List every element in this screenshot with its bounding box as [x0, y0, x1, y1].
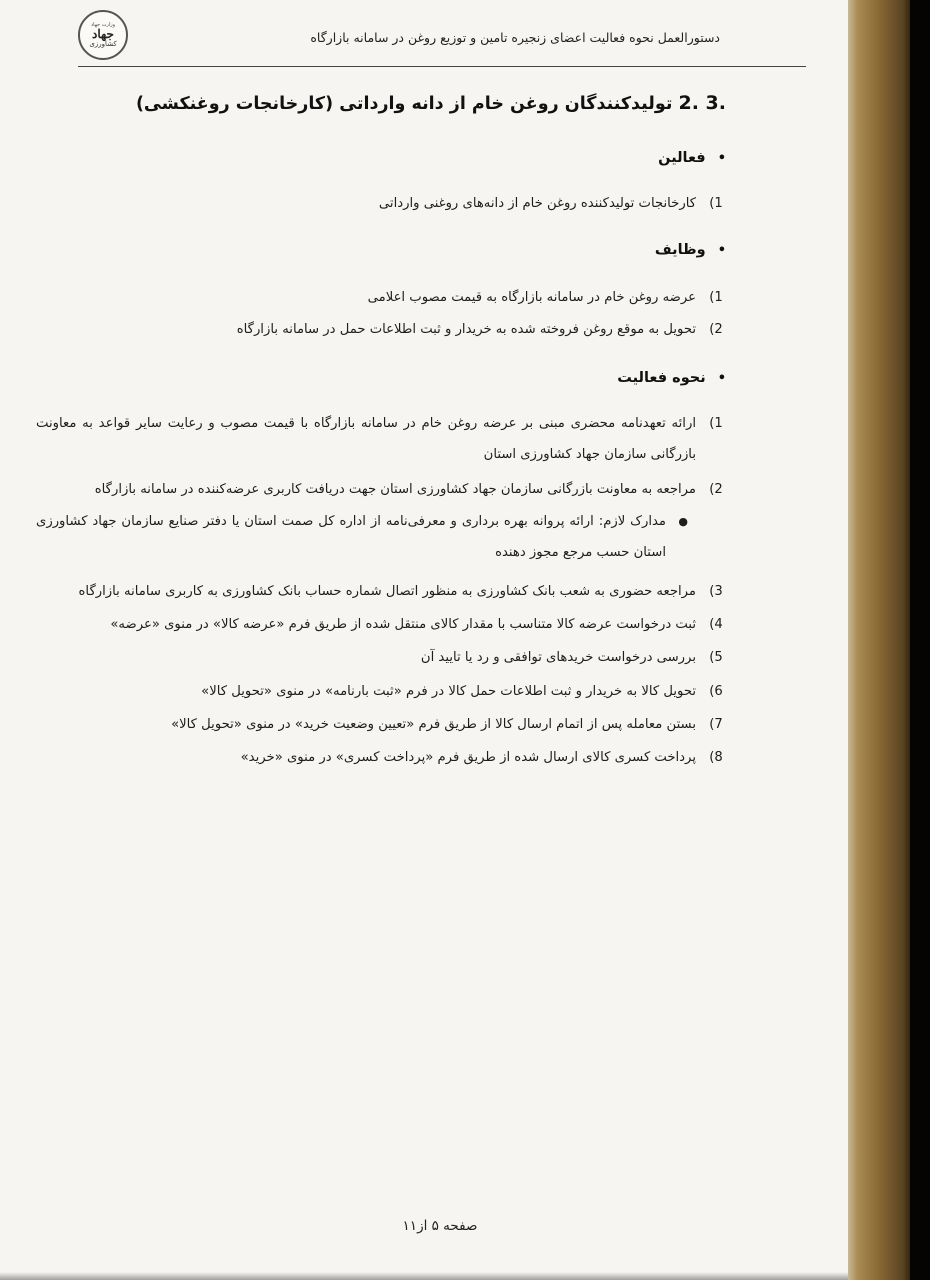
- list-item: [36, 474, 726, 505]
- list-item: [36, 642, 726, 673]
- item-text: ارائه تعهدنامه محضری مبنی بر عرضه روغن خام در سامانه بازارگاه با قیمت مصوب و رعایت سایر قواعد به معاونت بازرگانی سازمان جهاد کشاورزی استان: [36, 416, 696, 462]
- item-number: 8): [709, 750, 723, 765]
- list-item: [36, 676, 726, 707]
- list-item: [36, 742, 726, 773]
- actors-heading-text: فعالین: [658, 150, 706, 166]
- logo-sub-text: کشاورزی: [89, 39, 117, 48]
- page-bottom-shadow: [0, 1272, 848, 1280]
- list-item: [36, 709, 726, 740]
- item-text: مراجعه به معاونت بازرگانی سازمان جهاد کشاورزی استان جهت دریافت کاربری عرضه‌کننده در سامانه بازارگاه: [94, 482, 696, 497]
- list-item: [36, 314, 726, 345]
- bullet-icon: ●: [678, 515, 688, 528]
- item-text: تحویل کالا به خریدار و ثبت اطلاعات حمل کالا در فرم «ثبت بارنامه» در منوی «تحویل کالا»: [201, 684, 696, 699]
- book-binding-edge: [848, 0, 930, 1280]
- item-number: 2): [709, 482, 723, 497]
- logo-main-text: جهاد: [92, 26, 114, 41]
- item-text: بررسی درخواست خریدهای توافقی و رد یا تایید آن: [420, 650, 696, 665]
- page-number: صفحه ۵ از۱۱: [402, 1218, 478, 1234]
- list-item: [36, 282, 726, 313]
- duties-heading-text: وظایف: [654, 242, 706, 258]
- running-header: دستورالعمل نحوه فعالیت اعضای زنجیره تامین و توزیع روغن در سامانه بازارگاه: [310, 30, 720, 45]
- header-divider: [78, 66, 806, 67]
- item-text: پرداخت کسری کالای ارسال شده از طریق فرم «پرداخت کسری» در منوی «خرید»: [240, 750, 696, 765]
- item-number: 7): [709, 717, 723, 732]
- section-title: [36, 92, 726, 114]
- subitem-text: مدارک لازم: ارائه پروانه بهره برداری و معرفی‌نامه از اداره کل صمت استان یا دفتر صنایع سازمان جهاد کشاورزی استان حسب مرجع مجوز دهنده: [36, 514, 666, 560]
- item-text: مراجعه حضوری به شعب بانک کشاورزی به منظور اتصال شماره حساب بانک کشاورزی به کاربری سامانه بازارگاه: [78, 584, 696, 599]
- list-item: [36, 609, 726, 640]
- bullet-icon: •: [717, 151, 726, 166]
- item-number: 4): [709, 617, 723, 632]
- item-number: 1): [709, 196, 723, 211]
- item-number: 5): [709, 650, 723, 665]
- process-heading-text: نحوه فعالیت: [617, 370, 706, 386]
- item-number: 2): [709, 322, 723, 337]
- process-heading: [617, 370, 726, 386]
- item-text: ثبت درخواست عرضه کالا متناسب با مقدار کالای منتقل شده از طریق فرم «عرضه کالا» در منوی «عرضه»: [110, 617, 696, 632]
- item-text: تحویل به موقع روغن فروخته شده به خریدار و ثبت اطلاعات حمل در سامانه بازارگاه: [236, 322, 696, 337]
- item-text: کارخانجات تولیدکننده روغن خام از دانه‌های روغنی وارداتی: [378, 196, 696, 211]
- item-number: 6): [709, 684, 723, 699]
- actors-heading: [658, 150, 726, 166]
- duties-heading: [655, 242, 726, 258]
- list-item: [36, 188, 726, 219]
- bullet-icon: •: [717, 243, 726, 258]
- item-number: 3): [709, 584, 723, 599]
- list-subitem: [36, 506, 726, 568]
- item-text: عرضه روغن خام در سامانه بازارگاه به قیمت مصوب اعلامی: [367, 290, 696, 305]
- item-text: بستن معامله پس از اتمام ارسال کالا از طریق فرم «تعیین وضعیت خرید» در منوی «تحویل کالا»: [171, 717, 696, 732]
- section-title-text: تولیدکنندگان روغن خام از دانه وارداتی (کارخانجات روغنکشی): [135, 94, 673, 114]
- section-number: 2. 3.: [678, 92, 726, 114]
- item-number: 1): [709, 416, 723, 431]
- bullet-icon: •: [717, 371, 726, 386]
- item-number: 1): [709, 290, 723, 305]
- logo-top-text: وزارت جهاد: [90, 21, 116, 28]
- list-item: [36, 408, 726, 470]
- list-item: [36, 576, 726, 607]
